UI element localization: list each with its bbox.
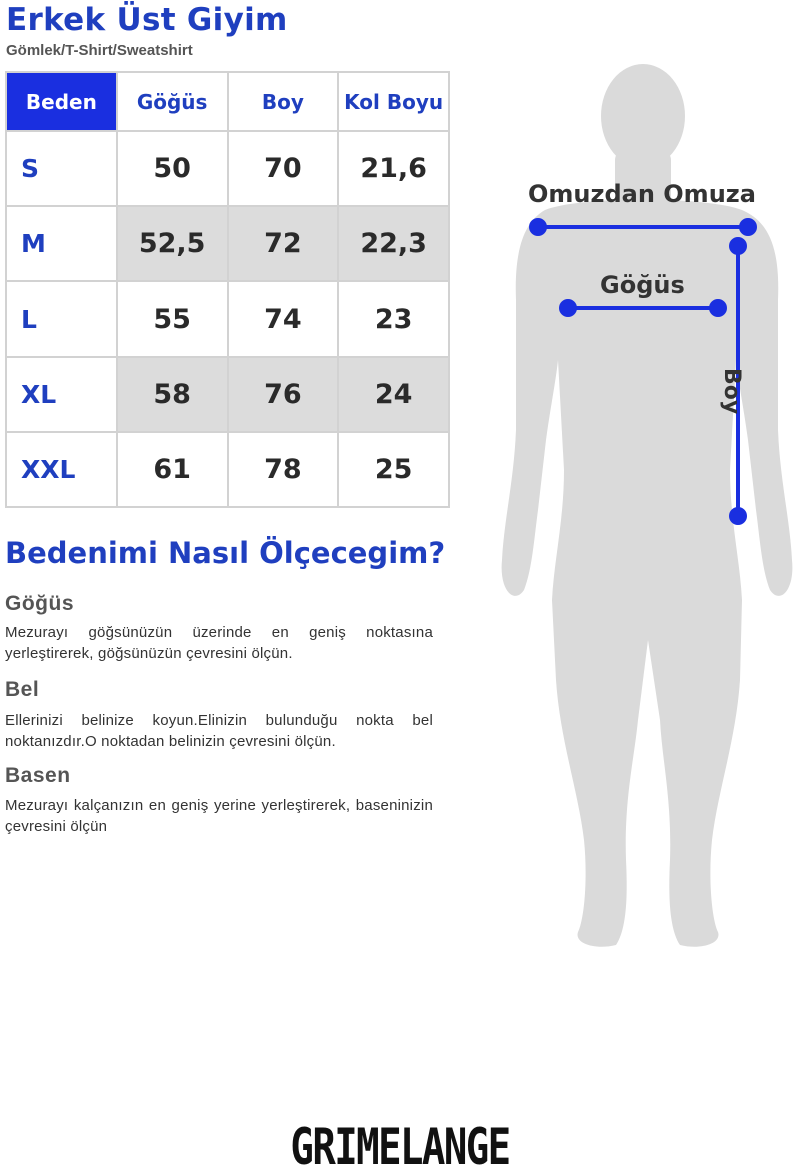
gogus-cell: 52,5 [117,206,228,281]
column-header-kol-boyu: Kol Boyu [338,72,449,131]
kol-cell: 24 [338,357,449,432]
boy-cell: 74 [228,281,339,356]
page-title: Erkek Üst Giyim [6,2,288,38]
section-text-gogus: Mezurayı göğsünüzün üzerinde en geniş noktasına yerleştirerek, göğsünüzün çevresini ölçün. [5,624,433,662]
section-text-basen: Mezurayı kalçanızın en geniş yerine yerleştirerek, baseninizin çevresini ölçün [5,797,433,835]
label-chest: Göğüs [600,271,685,299]
page-subtitle: Gömlek/T-Shirt/Sweatshirt [6,42,193,59]
table-header-row [6,72,449,131]
section-heading-gogus: Göğüs [5,592,74,615]
measure-guide-title: Bedenimi Nasıl Ölçecegim? [5,536,446,570]
kol-cell: 22,3 [338,206,449,281]
table-row [6,206,449,281]
size-cell: L [6,281,117,356]
label-shoulder-to-shoulder: Omuzdan Omuza [528,180,756,208]
section-text-bel: Ellerinizi belinize koyun.Elinizin bulunduğu nokta bel noktanızdır.O noktadan belinizin çevresini ölçün. [5,712,433,750]
boy-cell: 72 [228,206,339,281]
size-cell: XXL [6,432,117,507]
column-header-gogus: Göğüs [117,72,228,131]
section-heading-bel: Bel [5,678,40,701]
size-cell: S [6,131,117,206]
size-cell: XL [6,357,117,432]
gogus-cell: 50 [117,131,228,206]
table-row [6,432,449,507]
column-header-boy: Boy [228,72,339,131]
size-cell: M [6,206,117,281]
kol-cell: 21,6 [338,131,449,206]
gogus-cell: 61 [117,432,228,507]
table-row [6,131,449,206]
column-header-beden: Beden [6,72,117,131]
table-row [6,281,449,356]
gogus-cell: 55 [117,281,228,356]
boy-cell: 78 [228,432,339,507]
label-length: Boy [719,368,744,415]
boy-cell: 76 [228,357,339,432]
brand-logo: GRIMELANGE [290,1118,510,1174]
boy-cell: 70 [228,131,339,206]
table-row [6,357,449,432]
kol-cell: 23 [338,281,449,356]
size-table [5,71,450,508]
gogus-cell: 58 [117,357,228,432]
section-heading-basen: Basen [5,764,71,787]
kol-cell: 25 [338,432,449,507]
